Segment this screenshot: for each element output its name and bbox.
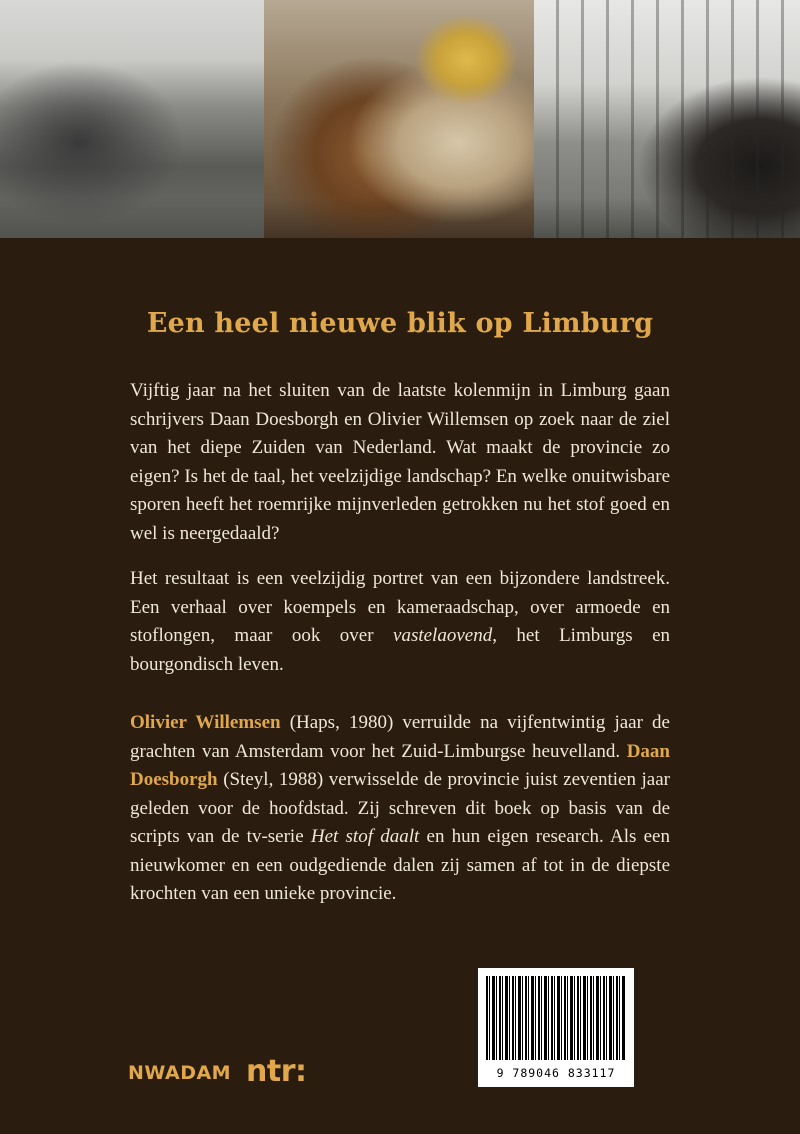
photo-strip xyxy=(0,0,800,238)
barcode-bars xyxy=(486,976,626,1060)
headline: Een heel nieuwe blik op Limburg xyxy=(146,308,654,339)
isbn-barcode xyxy=(478,968,634,1087)
miners-audience-photo xyxy=(264,0,534,238)
publisher-logo: NWADAM xyxy=(128,1062,232,1084)
author-name-daan: Daan Doesborgh xyxy=(130,740,670,790)
children-dancing-photo xyxy=(534,0,800,238)
blurb-italic-term: vastelaovend xyxy=(393,625,493,646)
blurb-paragraph-1: Vijftig jaar na het sluiten van de laatste kolenmijn in Limburg gaan schrijvers Daan Doesborgh en Olivier Willemsen op zoek naar de ziel van het diepe Zuiden van Nederland. Wat maakt de provincie zo eigen? Is het de taal, het veelzijdige landschap? En welke onuitwisbare sporen heeft het roemrijke mijnverleden getrokken nu het stof goed en wel is neergedaald? xyxy=(130,380,670,544)
series-title: Het stof daalt xyxy=(310,826,420,847)
blurb-text: Het resultaat is een veelzijdig portret van een bijzondere landstreek. Een verhaal over koempels en kameraadschap, over armoede en stoflongen, maar ook over xyxy=(130,568,670,646)
broadcaster-logo: ntr: xyxy=(246,1054,307,1089)
author-bio xyxy=(130,709,670,909)
author-name-olivier: Olivier Willemsen xyxy=(130,712,281,733)
bio-text: (Haps, 1980) verruilde na vijfentwintig jaar de grachten van Amsterdam voor het Zuid-Limburgse heuvelland. xyxy=(130,712,670,762)
blurb-text: , het Limburgs en bourgondisch leven. xyxy=(130,625,670,675)
bio-text: (Steyl, 1988) verwisselde de provincie juist zeventien jaar geleden voor de hoofdstad. Zij schreven dit boek op basis van de scripts van de tv-serie xyxy=(130,769,670,847)
bio-text: en hun eigen research. Als een nieuwkomer en een oudgediende dalen zij samen af tot in de diepste krochten van een unieke provincie. xyxy=(130,826,670,904)
cycling-race-photo xyxy=(0,0,264,238)
isbn-number: 9 789046 833117 xyxy=(496,1066,616,1080)
blurb-paragraph-2 xyxy=(130,565,670,679)
